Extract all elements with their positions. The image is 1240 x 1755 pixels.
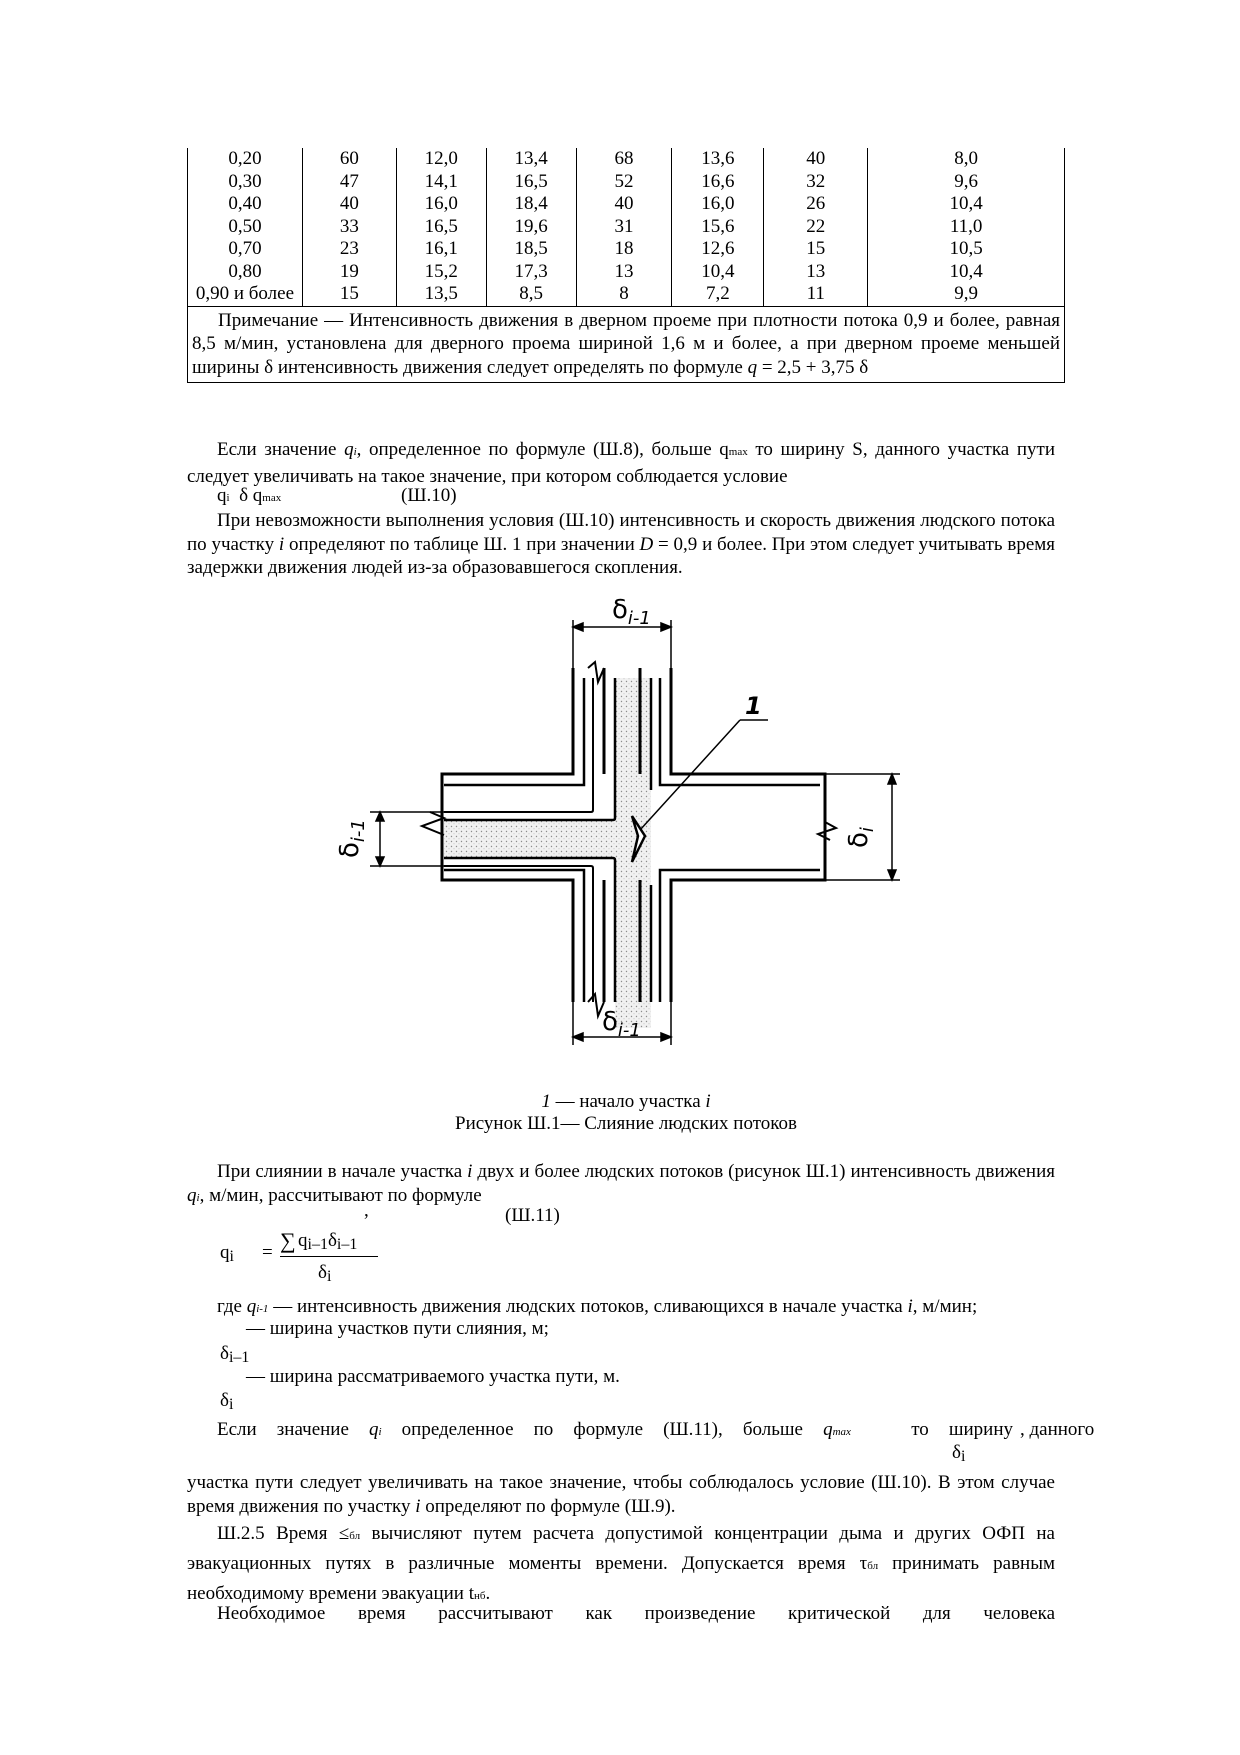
table-cell: 7,2 [672,283,764,306]
table-cell: 8 [576,283,672,306]
label-bottom-sub: i-1 [617,1020,641,1041]
table-row [188,283,1065,306]
table-cell: 13,6 [672,148,764,171]
table-cell: 40 [764,148,868,171]
table-cell: 0,40 [188,193,303,216]
dimension-top [573,620,671,668]
table-cell: 47 [302,171,396,194]
table-row [188,193,1065,216]
table-cell: 8,0 [868,148,1065,171]
table-cell: 32 [764,171,868,194]
flow-area [444,678,651,1028]
condition-number: (Ш.10) [401,485,457,506]
figure-caption: Рисунок Ш.1— Слияние людских потоков [455,1113,797,1134]
label-top-sub: i-1 [627,608,651,629]
svg-text:δi-1 [335,819,369,858]
table-cell: 9,6 [868,171,1065,194]
label-right: δ [844,832,874,848]
table-cell: 0,50 [188,216,303,239]
table-cell: 9,9 [868,283,1065,306]
where-delta1-text: — ширина участков пути слияния, м; [246,1318,549,1339]
table-cell: 18,5 [486,238,576,261]
table-cell: 18,4 [486,193,576,216]
paragraph-width-check-symbol: δi [952,1442,966,1465]
table-cell: 17,3 [486,261,576,284]
table-cell: 0,80 [188,261,303,284]
table-cell: 16,1 [396,238,486,261]
paragraph-width-increase: Если значение qi, определенное по формуле (Ш.8), больше qmax то ширину S, данного участка пути следует увеличивать на такое значение, при котором соблюдается условие [187,439,1055,487]
table-note: Примечание — Интенсивность движения в дверном проеме при плотности потока 0,9 и более, равная 8,5 м/мин, установлена для дверного проема шириной 1,6 м и более, а при дверном проеме меньшей ширины δ интенсивность движения следует определять по формуле q = 2,5 + 3,75 δ [188,306,1065,383]
table-cell: 15,2 [396,261,486,284]
fraction-bar [280,1256,378,1257]
table-cell: 13,4 [486,148,576,171]
merge-formula: qi = ∑ qi–1δi–1 δi [220,1230,390,1290]
flow-parameters-table [187,148,1065,383]
table-cell: 23 [302,238,396,261]
table-cell: 16,5 [396,216,486,239]
paragraph-blocking-time: Ш.2.5 Время ≤бл вычисляют путем расчета допустимой концентрации дыма и других ОФП на эвакуационных путях в различные моменты времени. Допускается время τбл принимать равным необходимому времени эвакуации tнб. [187,1523,1055,1604]
table-cell: 15 [764,238,868,261]
dimension-left [370,812,444,866]
paragraph-required-time: Необходимое время рассчитывают как произведение критической для человека [217,1603,1055,1624]
table-cell: 14,1 [396,171,486,194]
table-cell: 22 [764,216,868,239]
table-cell: 16,0 [396,193,486,216]
table-cell: 60 [302,148,396,171]
where-delta1-symbol: δi–1 [220,1343,250,1366]
table-cell: 10,4 [868,193,1065,216]
paragraph-width-check-tail: , данного [1020,1419,1095,1440]
table-cell: 13,5 [396,283,486,306]
label-top: δ [612,595,628,625]
paragraph-merge: При слиянии в начале участка i двух и более людских потоков (рисунок Ш.1) интенсивность движения qi, м/мин, рассчитывают по формуле [187,1161,1055,1206]
table-cell: 0,90 и более [188,283,303,306]
formula-comma: , [364,1200,369,1221]
table-cell: 18 [576,238,672,261]
table-cell: 68 [576,148,672,171]
label-left-sub: i-1 [348,819,369,843]
table-cell: 0,20 [188,148,303,171]
table-cell: 12,6 [672,238,764,261]
callout-label: 1 [745,692,762,720]
table-cell: 40 [576,193,672,216]
table-cell: 26 [764,193,868,216]
where-delta2-symbol: δi [220,1390,234,1413]
table-cell: 31 [576,216,672,239]
table-row [188,238,1065,261]
table-cell: 13 [576,261,672,284]
table-cell: 10,5 [868,238,1065,261]
svg-text:δi-1 [612,595,651,629]
table-cell: 15,6 [672,216,764,239]
table-cell: 13 [764,261,868,284]
formula-number: (Ш.11) [505,1205,560,1226]
label-bottom: δ [602,1007,618,1037]
where-delta2-text: — ширина рассматриваемого участка пути, м. [246,1366,620,1387]
table-cell: 19 [302,261,396,284]
table-cell: 0,30 [188,171,303,194]
table-cell: 52 [576,171,672,194]
table-cell: 33 [302,216,396,239]
label-right-sub: i [857,827,878,833]
label-left: δ [335,842,365,858]
table-cell: 12,0 [396,148,486,171]
svg-text:δi [844,827,878,848]
table-cell: 10,4 [672,261,764,284]
table-row [188,148,1065,171]
condition-formula: qi δ qmax [217,485,282,506]
paragraph-width-check-line1: Если значение qi определенное по формуле (Ш.11), больше qmax то ширину [217,1419,1013,1440]
paragraph-impossible-condition: При невозможности выполнения условия (Ш.10) интенсивность и скорость движения людского потока по участку i определяют по таблице Ш. 1 при значении D = 0,9 и более. При этом следует учитывать время задержки движения людей из-за образовавшегося скопления. [187,510,1056,578]
table-cell: 11,0 [868,216,1065,239]
where-q-definition: где qi-1 — интенсивность движения людских потоков, сливающихся в начале участка i, м/мин; [217,1296,978,1317]
paragraph-width-check-cont: участка пути следует увеличивать на такое значение, чтобы соблюдалось условие (Ш.10). В этом случае время движения по участку i определяют по формуле (Ш.9). [187,1472,1055,1517]
table-cell: 11 [764,283,868,306]
table-cell: 19,6 [486,216,576,239]
table-cell: 8,5 [486,283,576,306]
table-cell: 16,0 [672,193,764,216]
flow-merge-diagram [335,590,920,1060]
table-cell: 10,4 [868,261,1065,284]
table-row [188,171,1065,194]
table-cell: 0,70 [188,238,303,261]
table-row [188,216,1065,239]
table-cell: 16,5 [486,171,576,194]
table-cell: 16,6 [672,171,764,194]
table-row [188,261,1065,284]
figure-legend: 1 — начало участка i [541,1091,711,1112]
table-cell: 40 [302,193,396,216]
table-cell: 15 [302,283,396,306]
